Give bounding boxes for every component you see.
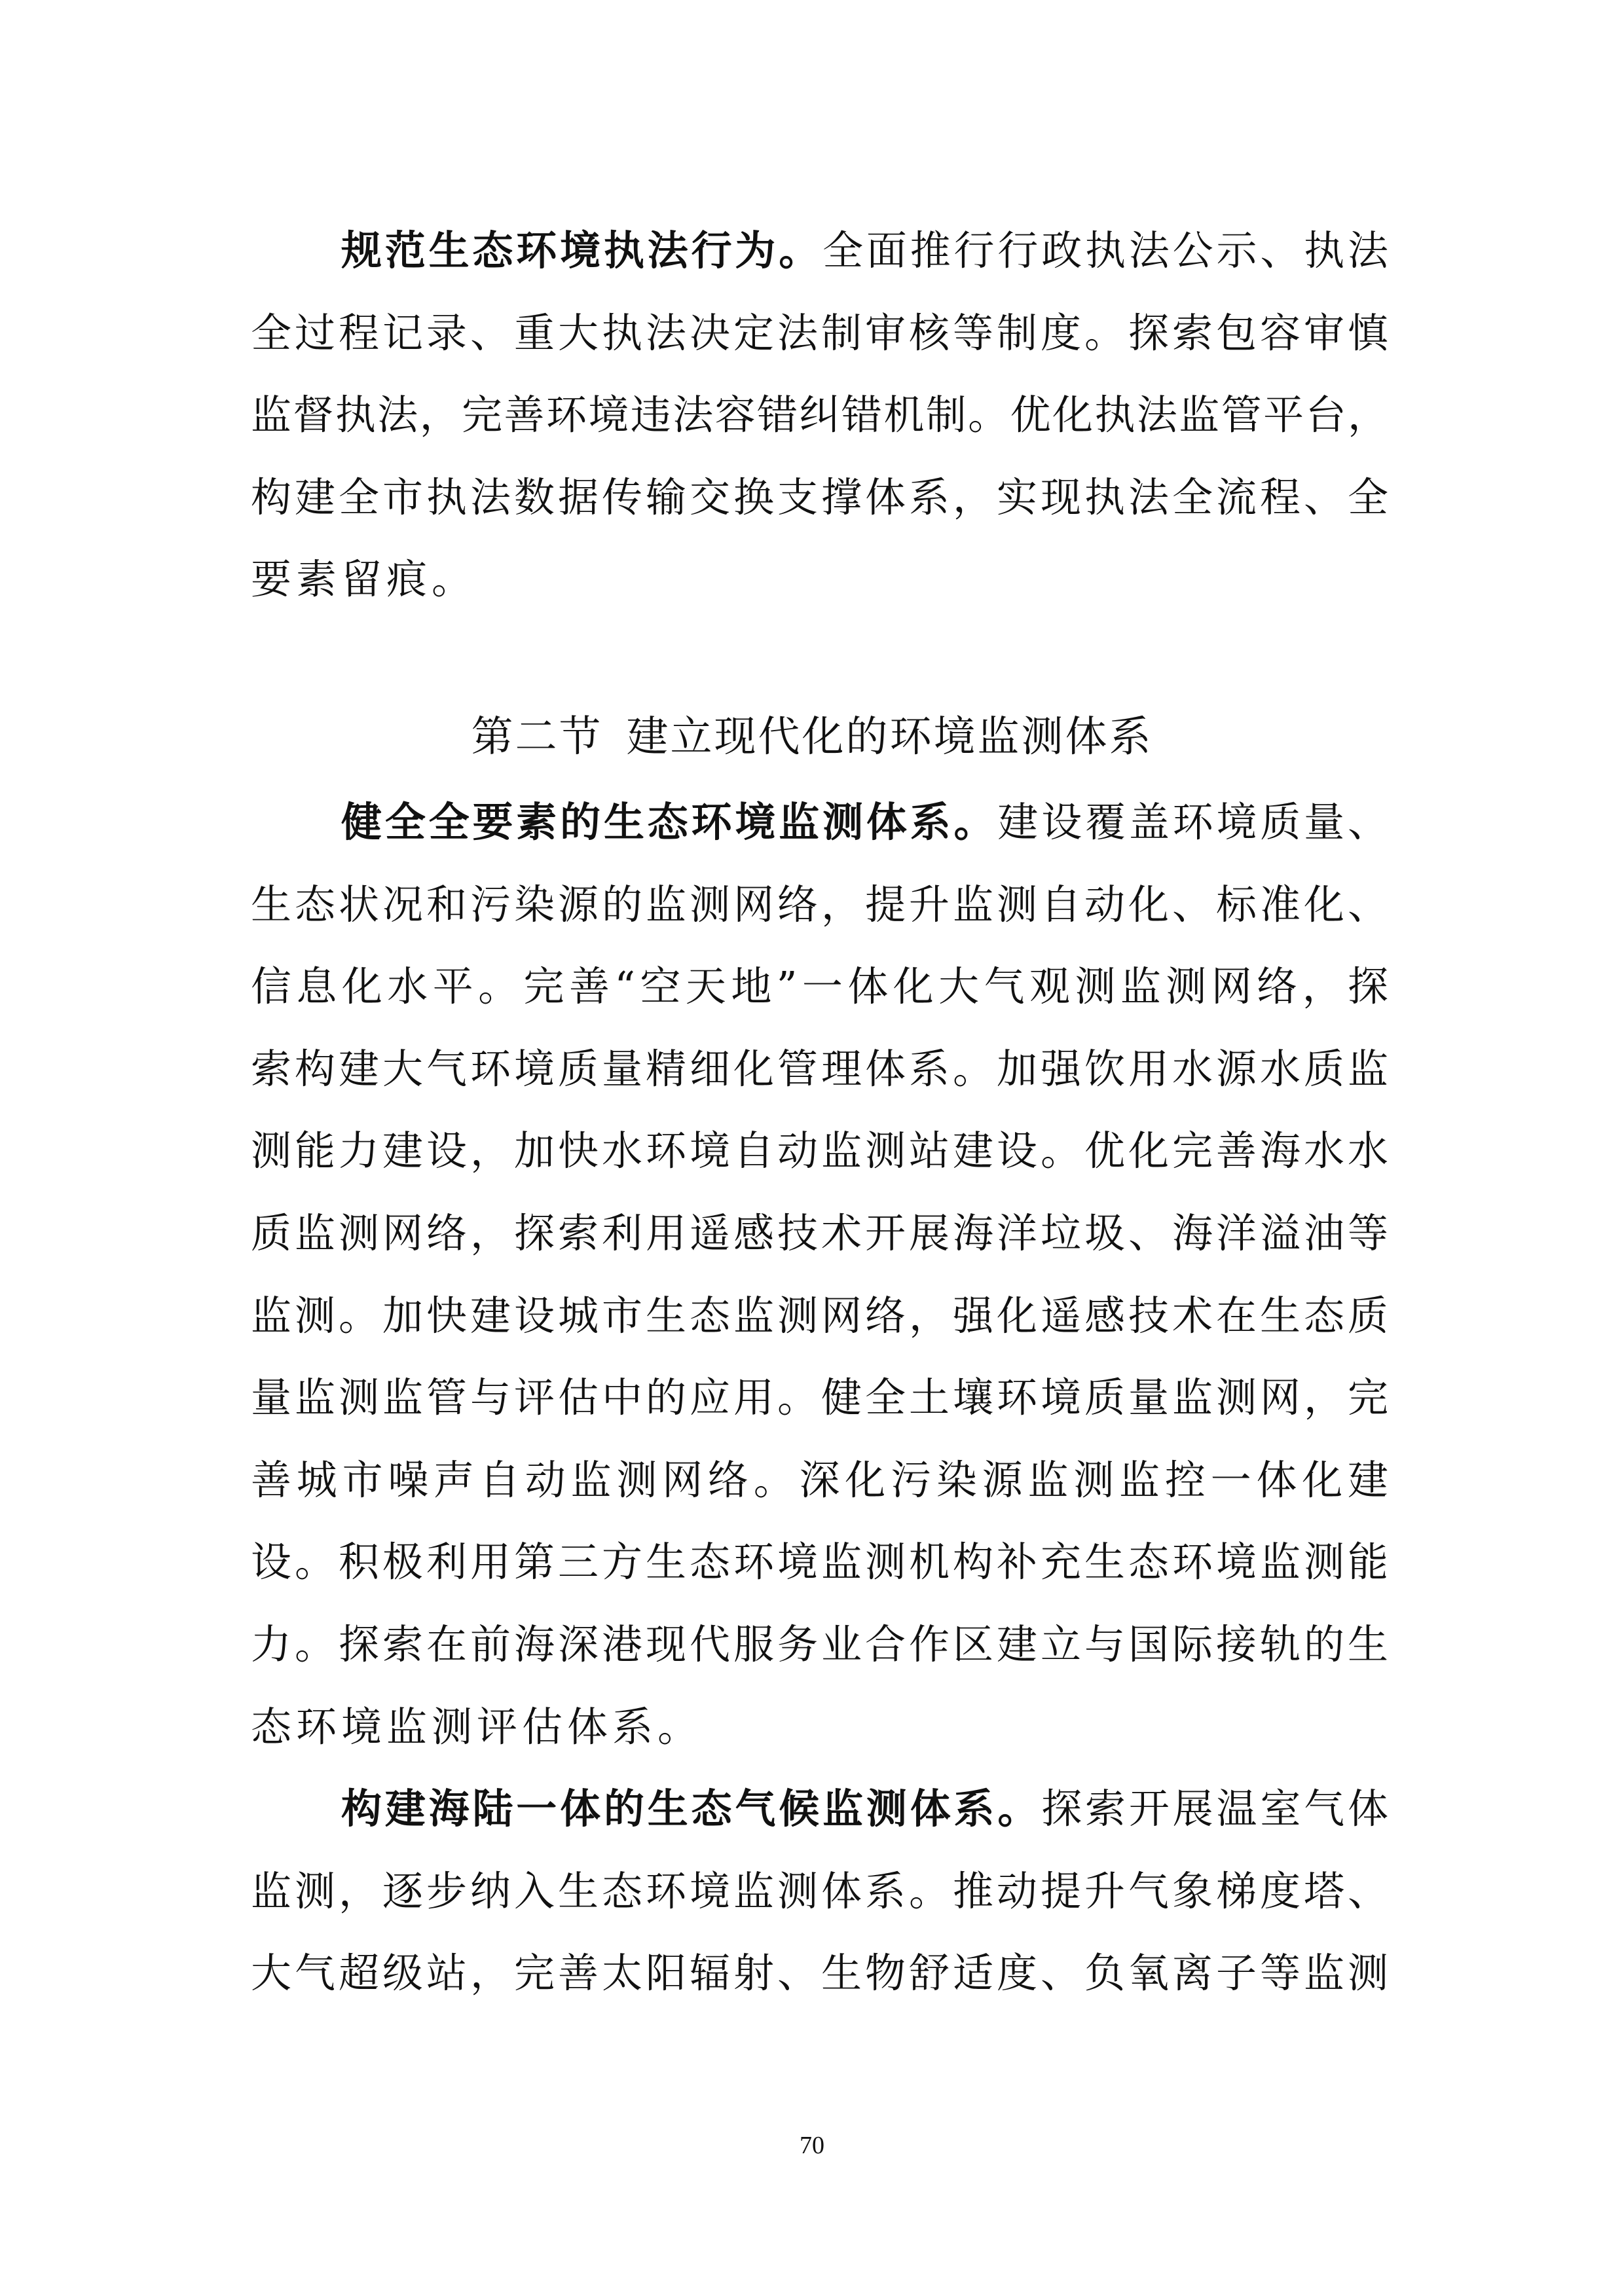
paragraph-lead: 规范生态环境执法行为。 (341, 227, 823, 274)
line-text: 力。探索在前海深港现代服务业合作区建立与国际接轨的生 (251, 1620, 1388, 1668)
line-text: 监督执法，完善环境违法容错纠错机制。优化执法监管平台， (251, 391, 1388, 439)
text-line (251, 781, 1388, 864)
section-title: 建立现代化的环境监测体系 (626, 713, 1153, 761)
line-text: 质监测网络，探索利用遥感技术开展海洋垃圾、海洋溢油等 (251, 1209, 1388, 1257)
text-line (251, 1850, 1388, 1933)
paragraph-lead: 构建海陆一体的生态气候监测体系。 (341, 1785, 1042, 1832)
text-line (251, 1275, 1388, 1357)
text-line (251, 1439, 1388, 1522)
line-text: 量监测监管与评估中的应用。健全土壤环境质量监测网，完 (251, 1374, 1388, 1422)
text-line (251, 1357, 1388, 1439)
section-heading (0, 697, 1624, 779)
line-text: 要素留痕。 (251, 555, 477, 604)
line-text: 全面推行行政执法公示、执法 (822, 227, 1388, 274)
text-line (251, 1686, 1388, 1768)
text-line (251, 1768, 1388, 1850)
section-number: 第二节 (471, 713, 603, 761)
line-text: 善城市噪声自动监测网络。深化污染源监测监控一体化建 (251, 1455, 1388, 1504)
text-line (251, 292, 1388, 374)
line-text: 信息化水平。完善“空天地”一体化大气观测监测网络，探 (251, 962, 1388, 1011)
line-text: 设。积极利用第三方生态环境监测机构补充生态环境监测能 (251, 1538, 1388, 1586)
line-text: 建设覆盖环境质量、 (997, 798, 1388, 846)
text-line (251, 1932, 1388, 2014)
paragraph-monitoring-system (251, 781, 1388, 1768)
line-text: 索构建大气环境质量精细化管理体系。加强饮用水源水质监 (251, 1044, 1388, 1093)
line-text: 监测。加快建设城市生态监测网络，强化遥感技术在生态质 (251, 1291, 1388, 1339)
text-line (251, 538, 1388, 621)
paragraph-climate-monitoring (251, 1768, 1388, 2014)
page-number: 70 (800, 2132, 824, 2159)
line-text: 全过程记录、重大执法决定法制审核等制度。探索包容审慎 (251, 308, 1388, 357)
line-text: 生态状况和污染源的监测网络，提升监测自动化、标准化、 (251, 880, 1388, 928)
line-text: 监测，逐步纳入生态环境监测体系。推动提升气象梯度塔、 (251, 1867, 1388, 1915)
line-text: 探索开展温室气体 (1041, 1785, 1388, 1832)
text-line (251, 456, 1388, 539)
text-line (251, 1603, 1388, 1686)
text-line (251, 945, 1388, 1028)
line-text: 态环境监测评估体系。 (251, 1702, 703, 1751)
text-line (251, 1028, 1388, 1110)
text-line (251, 374, 1388, 456)
text-line (251, 210, 1388, 292)
line-text: 构建全市执法数据传输交换支撑体系，实现执法全流程、全 (251, 473, 1388, 521)
line-text: 测能力建设，加快水环境自动监测站建设。优化完善海水水 (251, 1127, 1388, 1175)
text-line (251, 1192, 1388, 1275)
paragraph-lead: 健全全要素的生态环境监测体系。 (341, 798, 998, 846)
line-text: 大气超级站，完善太阳辐射、生物舒适度、负氧离子等监测 (251, 1949, 1388, 1997)
text-line (251, 1110, 1388, 1192)
paragraph-enforcement (251, 210, 1388, 621)
text-line (251, 864, 1388, 946)
text-line (251, 1521, 1388, 1603)
